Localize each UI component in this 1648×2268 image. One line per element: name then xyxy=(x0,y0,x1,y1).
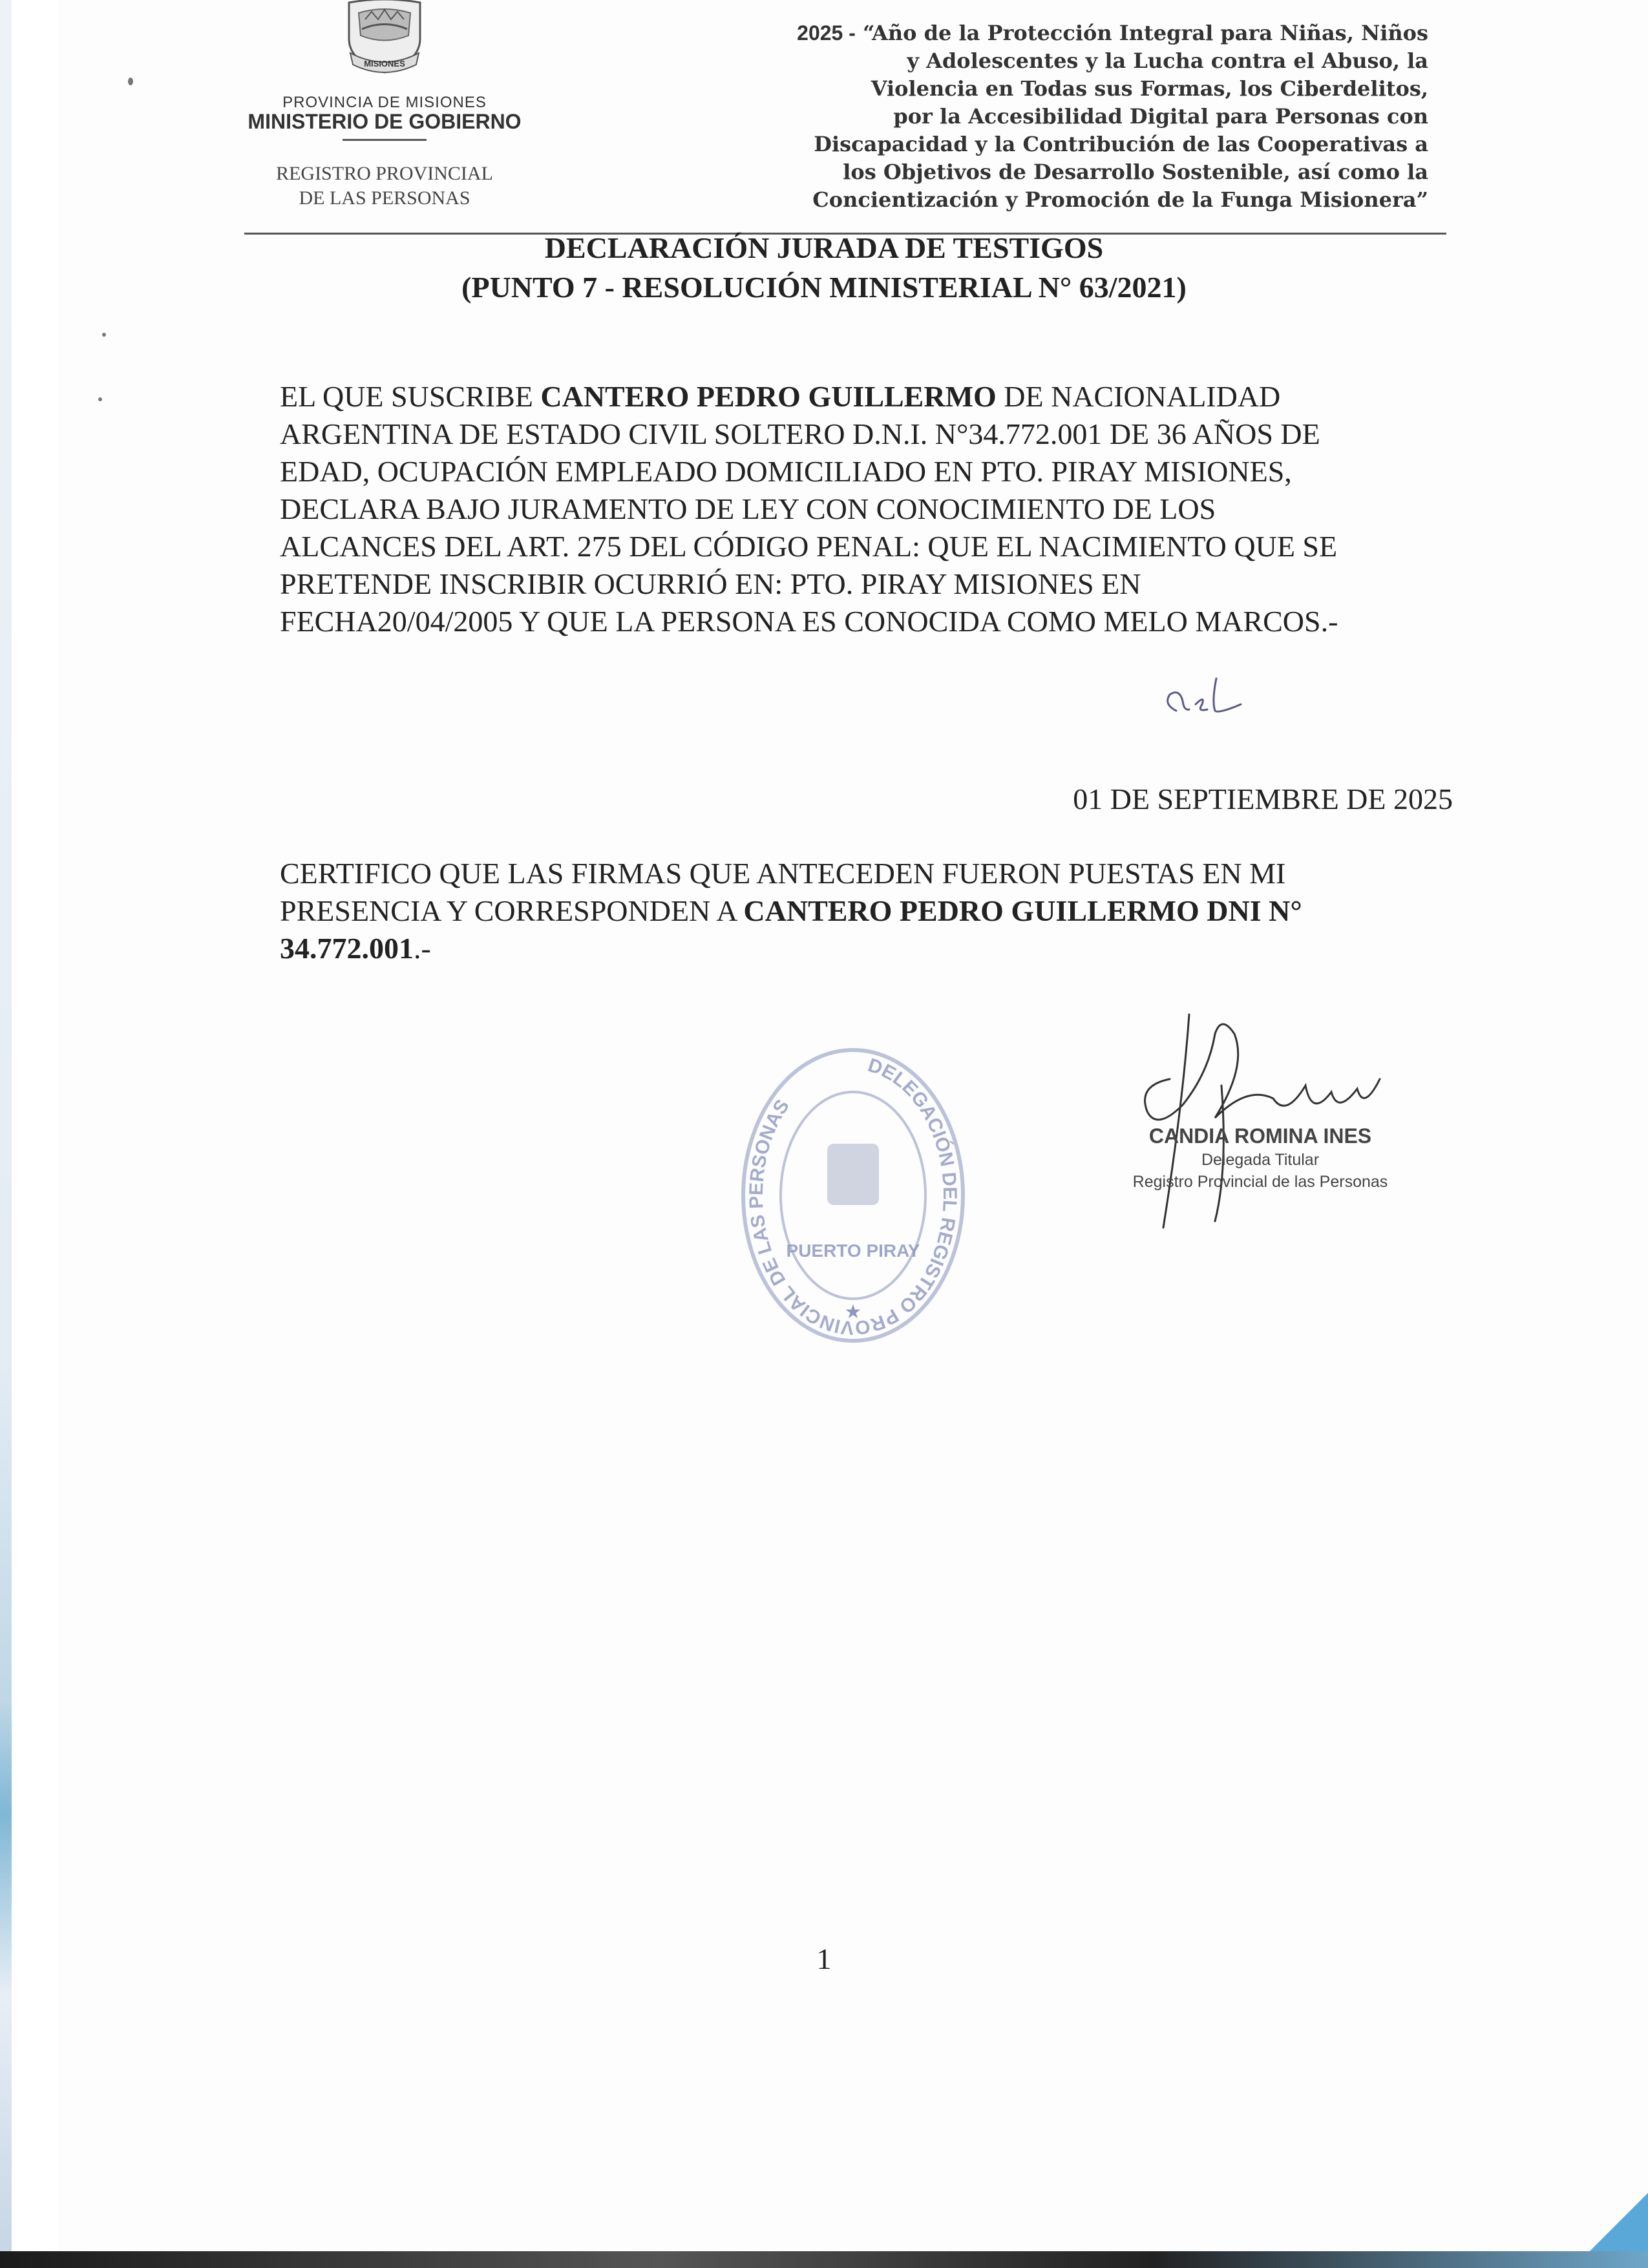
seal-crest-icon xyxy=(827,1144,879,1205)
declaration-line: ALCANCES DEL ART. 275 DEL CÓDIGO PENAL: QUE EL NACIMIENTO QUE SE xyxy=(280,530,1338,563)
declaration-paragraph xyxy=(280,378,1456,640)
seal-ring-textpath: DELEGACIÓN DEL REGISTRO PROVINCIAL DE LAS PERSONAS xyxy=(745,1054,961,1339)
org-province: PROVINCIA DE MISIONES xyxy=(282,94,487,111)
motto-line: y Adolescentes y la Lucha contra el Abuso, la xyxy=(907,48,1428,73)
certification-paragraph xyxy=(280,855,1456,967)
declaration-text: DE NACIONALIDAD xyxy=(996,380,1281,413)
certified-name: CANTERO PEDRO GUILLERMO DNI N° xyxy=(743,894,1302,927)
document-header xyxy=(246,0,1428,233)
declaration-line xyxy=(280,378,1456,415)
motto-line: Concientización y Promoción de la Funga Misionera” xyxy=(812,187,1428,212)
certification-line xyxy=(280,930,1456,967)
org-registry-line1: REGISTRO PROVINCIAL xyxy=(276,163,493,184)
scan-bottom-edge xyxy=(0,2251,1648,2268)
crest-label: MISIONES xyxy=(364,59,405,68)
declaration-line: ARGENTINA DE ESTADO CIVIL SOLTERO D.N.I. N°34.772.001 DE 36 AÑOS DE xyxy=(280,417,1320,450)
motto-line: Discapacidad y la Contribución de las Cooperativas a xyxy=(814,132,1428,156)
declaration-line: EDAD, OCUPACIÓN EMPLEADO DOMICILIADO EN PTO. PIRAY MISIONES, xyxy=(280,455,1292,488)
motto-line xyxy=(666,19,1428,47)
signer-organization: Registro Provincial de las Personas xyxy=(1132,1173,1388,1191)
scan-speck xyxy=(102,333,106,337)
certification-line xyxy=(280,892,1456,930)
motto-text: “Año de la Protección Integral para Niñas, Niños xyxy=(855,21,1428,45)
certified-dni: 34.772.001 xyxy=(280,932,414,965)
declaration-date: 01 DE SEPTIEMBRE DE 2025 xyxy=(1073,782,1453,815)
scan-speck xyxy=(98,397,102,401)
motto-line: los Objetivos de Desarrollo Sostenible, así como la xyxy=(843,160,1428,184)
certification-text: PRESENCIA Y CORRESPONDEN A xyxy=(280,894,744,927)
official-seal xyxy=(737,1044,969,1347)
seal-inner-text: PUERTO PIRAY xyxy=(786,1241,920,1261)
handwritten-initials xyxy=(1157,666,1254,730)
seal-star-icon: ★ xyxy=(844,1301,862,1323)
declaration-line: FECHA20/04/2005 Y QUE LA PERSONA ES CONOCIDA COMO MELO MARCOS.- xyxy=(280,605,1338,638)
org-divider xyxy=(343,139,427,141)
declaration-line: PRETENDE INSCRIBIR OCURRIÓ EN: PTO. PIRAY MISIONES EN xyxy=(280,567,1141,600)
declaration-text: EL QUE SUSCRIBE xyxy=(280,380,541,413)
motto-year: 2025 - xyxy=(797,21,856,45)
declaration-line: DECLARA BAJO JURAMENTO DE LEY CON CONOCIMIENTO DE LOS xyxy=(280,492,1216,525)
declarant-name: CANTERO PEDRO GUILLERMO xyxy=(540,380,997,413)
motto-line: Violencia en Todas sus Formas, los Ciberdelitos, xyxy=(871,76,1428,101)
motto-line: por la Accesibilidad Digital para Personas con xyxy=(893,104,1428,129)
page-number: 1 xyxy=(816,1942,832,1975)
document-subtitle: (PUNTO 7 - RESOLUCIÓN MINISTERIAL N° 63/2021) xyxy=(461,271,1187,304)
year-motto xyxy=(666,19,1428,214)
org-ministry: MINISTERIO DE GOBIERNO xyxy=(248,110,522,133)
document-title: DECLARACIÓN JURADA DE TESTIGOS xyxy=(544,231,1104,264)
scan-speck xyxy=(128,78,133,85)
signer-role: Delegada Titular xyxy=(1201,1151,1320,1169)
provincial-crest-icon xyxy=(336,0,433,79)
certification-line: CERTIFICO QUE LAS FIRMAS QUE ANTECEDEN FUERON PUESTAS EN MI xyxy=(280,857,1286,890)
certification-text: .- xyxy=(414,932,431,965)
signer-name: CANDIA ROMINA INES xyxy=(1148,1124,1372,1148)
org-registry-line2: DE LAS PERSONAS xyxy=(299,187,470,209)
scan-corner-fold xyxy=(1590,2193,1648,2251)
scan-left-edge xyxy=(0,0,12,2268)
